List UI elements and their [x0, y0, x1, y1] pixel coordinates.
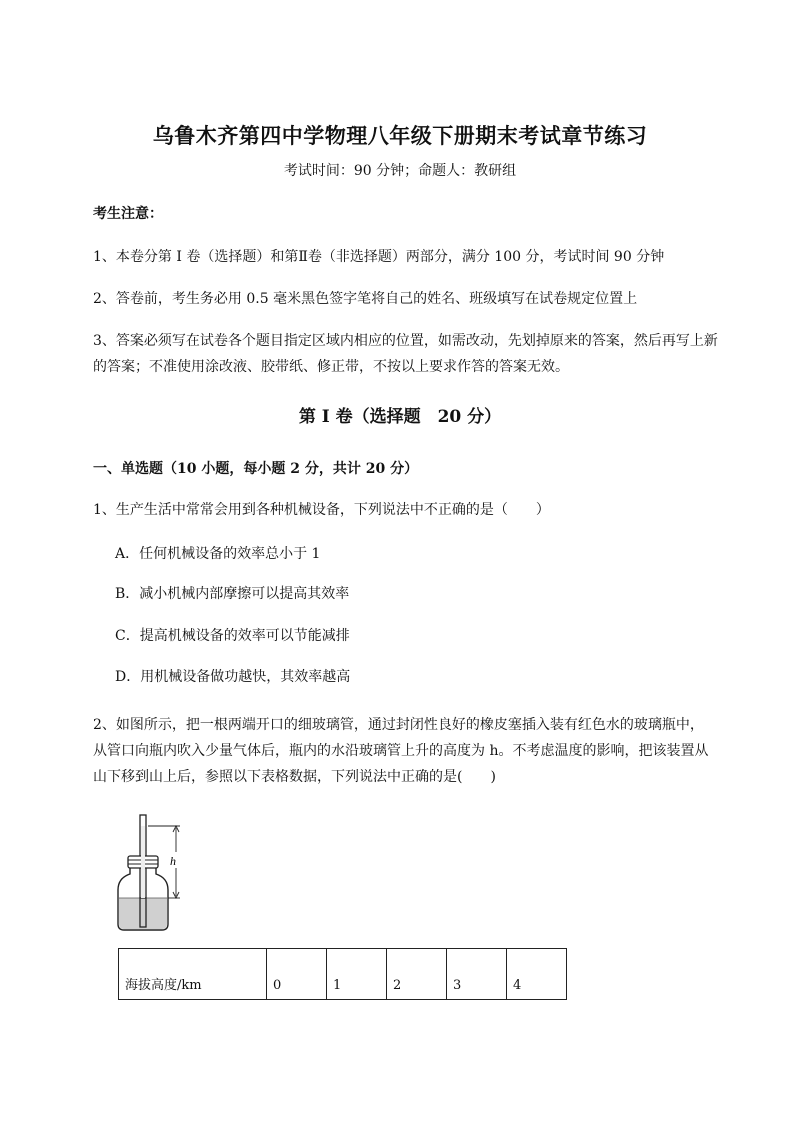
section-title: 第 I 卷（选择题 20 分）: [298, 407, 502, 427]
question-1-option-b: B．减小机械内部摩擦可以提高其效率: [115, 586, 350, 602]
question-1-option-a: A．任何机械设备的效率总小于 1: [115, 546, 321, 562]
height-label-h: h: [170, 854, 176, 868]
question-2-stem: 2、如图所示，把一根两端开口的细玻璃管，通过封闭性良好的橡皮塞插入装有红色水的玻璃瓶中，从管口向瓶内吹入少量气体后，瓶内的水沿玻璃管上升的高度为 h。不考虑温度的影响，把该装置从山下移到山上后，参照以下表格数据，下列说法中正确的是( ): [93, 717, 709, 785]
table-cell: 0: [267, 949, 327, 1000]
notice-item-2: 2、答卷前，考生务必用 0.5 毫米黑色签字笔将自己的姓名、班级填写在试卷规定位置上: [93, 291, 638, 307]
table-header-cell: 海拔高度/km: [119, 949, 267, 1000]
notice-item-3: 3、答案必须写在试卷各个题目指定区域内相应的位置，如需改动，先划掉原来的答案，然后再写上新: [93, 333, 718, 349]
question-1-option-c: C．提高机械设备的效率可以节能减排: [115, 628, 350, 644]
notice-item-3-cont: 的答案；不准使用涂改液、胶带纸、修正带，不按以上要求作答的答案无效。: [93, 359, 569, 375]
exam-info: 考试时间：90 分钟；命题人：教研组: [283, 163, 517, 179]
bottle-diagram: [108, 812, 203, 937]
question-1-option-d: D．用机械设备做功越快，其效率越高: [115, 669, 351, 685]
question-1-stem: 1、生产生活中常常会用到各种机械设备，下列说法中不正确的是（ ）: [93, 502, 550, 518]
table-cell: 1: [327, 949, 387, 1000]
page-title: 乌鲁木齐第四中学物理八年级下册期末考试章节练习: [152, 123, 648, 148]
part-heading: 一、单选题（10 小题，每小题 2 分，共计 20 分）: [93, 461, 419, 477]
altitude-table: [118, 948, 567, 1000]
table-cell: 3: [447, 949, 507, 1000]
notice-item-1: 1、本卷分第 I 卷（选择题）和第Ⅱ卷（非选择题）两部分，满分 100 分，考试时间 90 分钟: [93, 249, 665, 265]
table-cell: 2: [387, 949, 447, 1000]
notice-heading: 考生注意：: [93, 206, 163, 222]
table-row: [119, 949, 567, 1000]
table-cell: 4: [507, 949, 567, 1000]
